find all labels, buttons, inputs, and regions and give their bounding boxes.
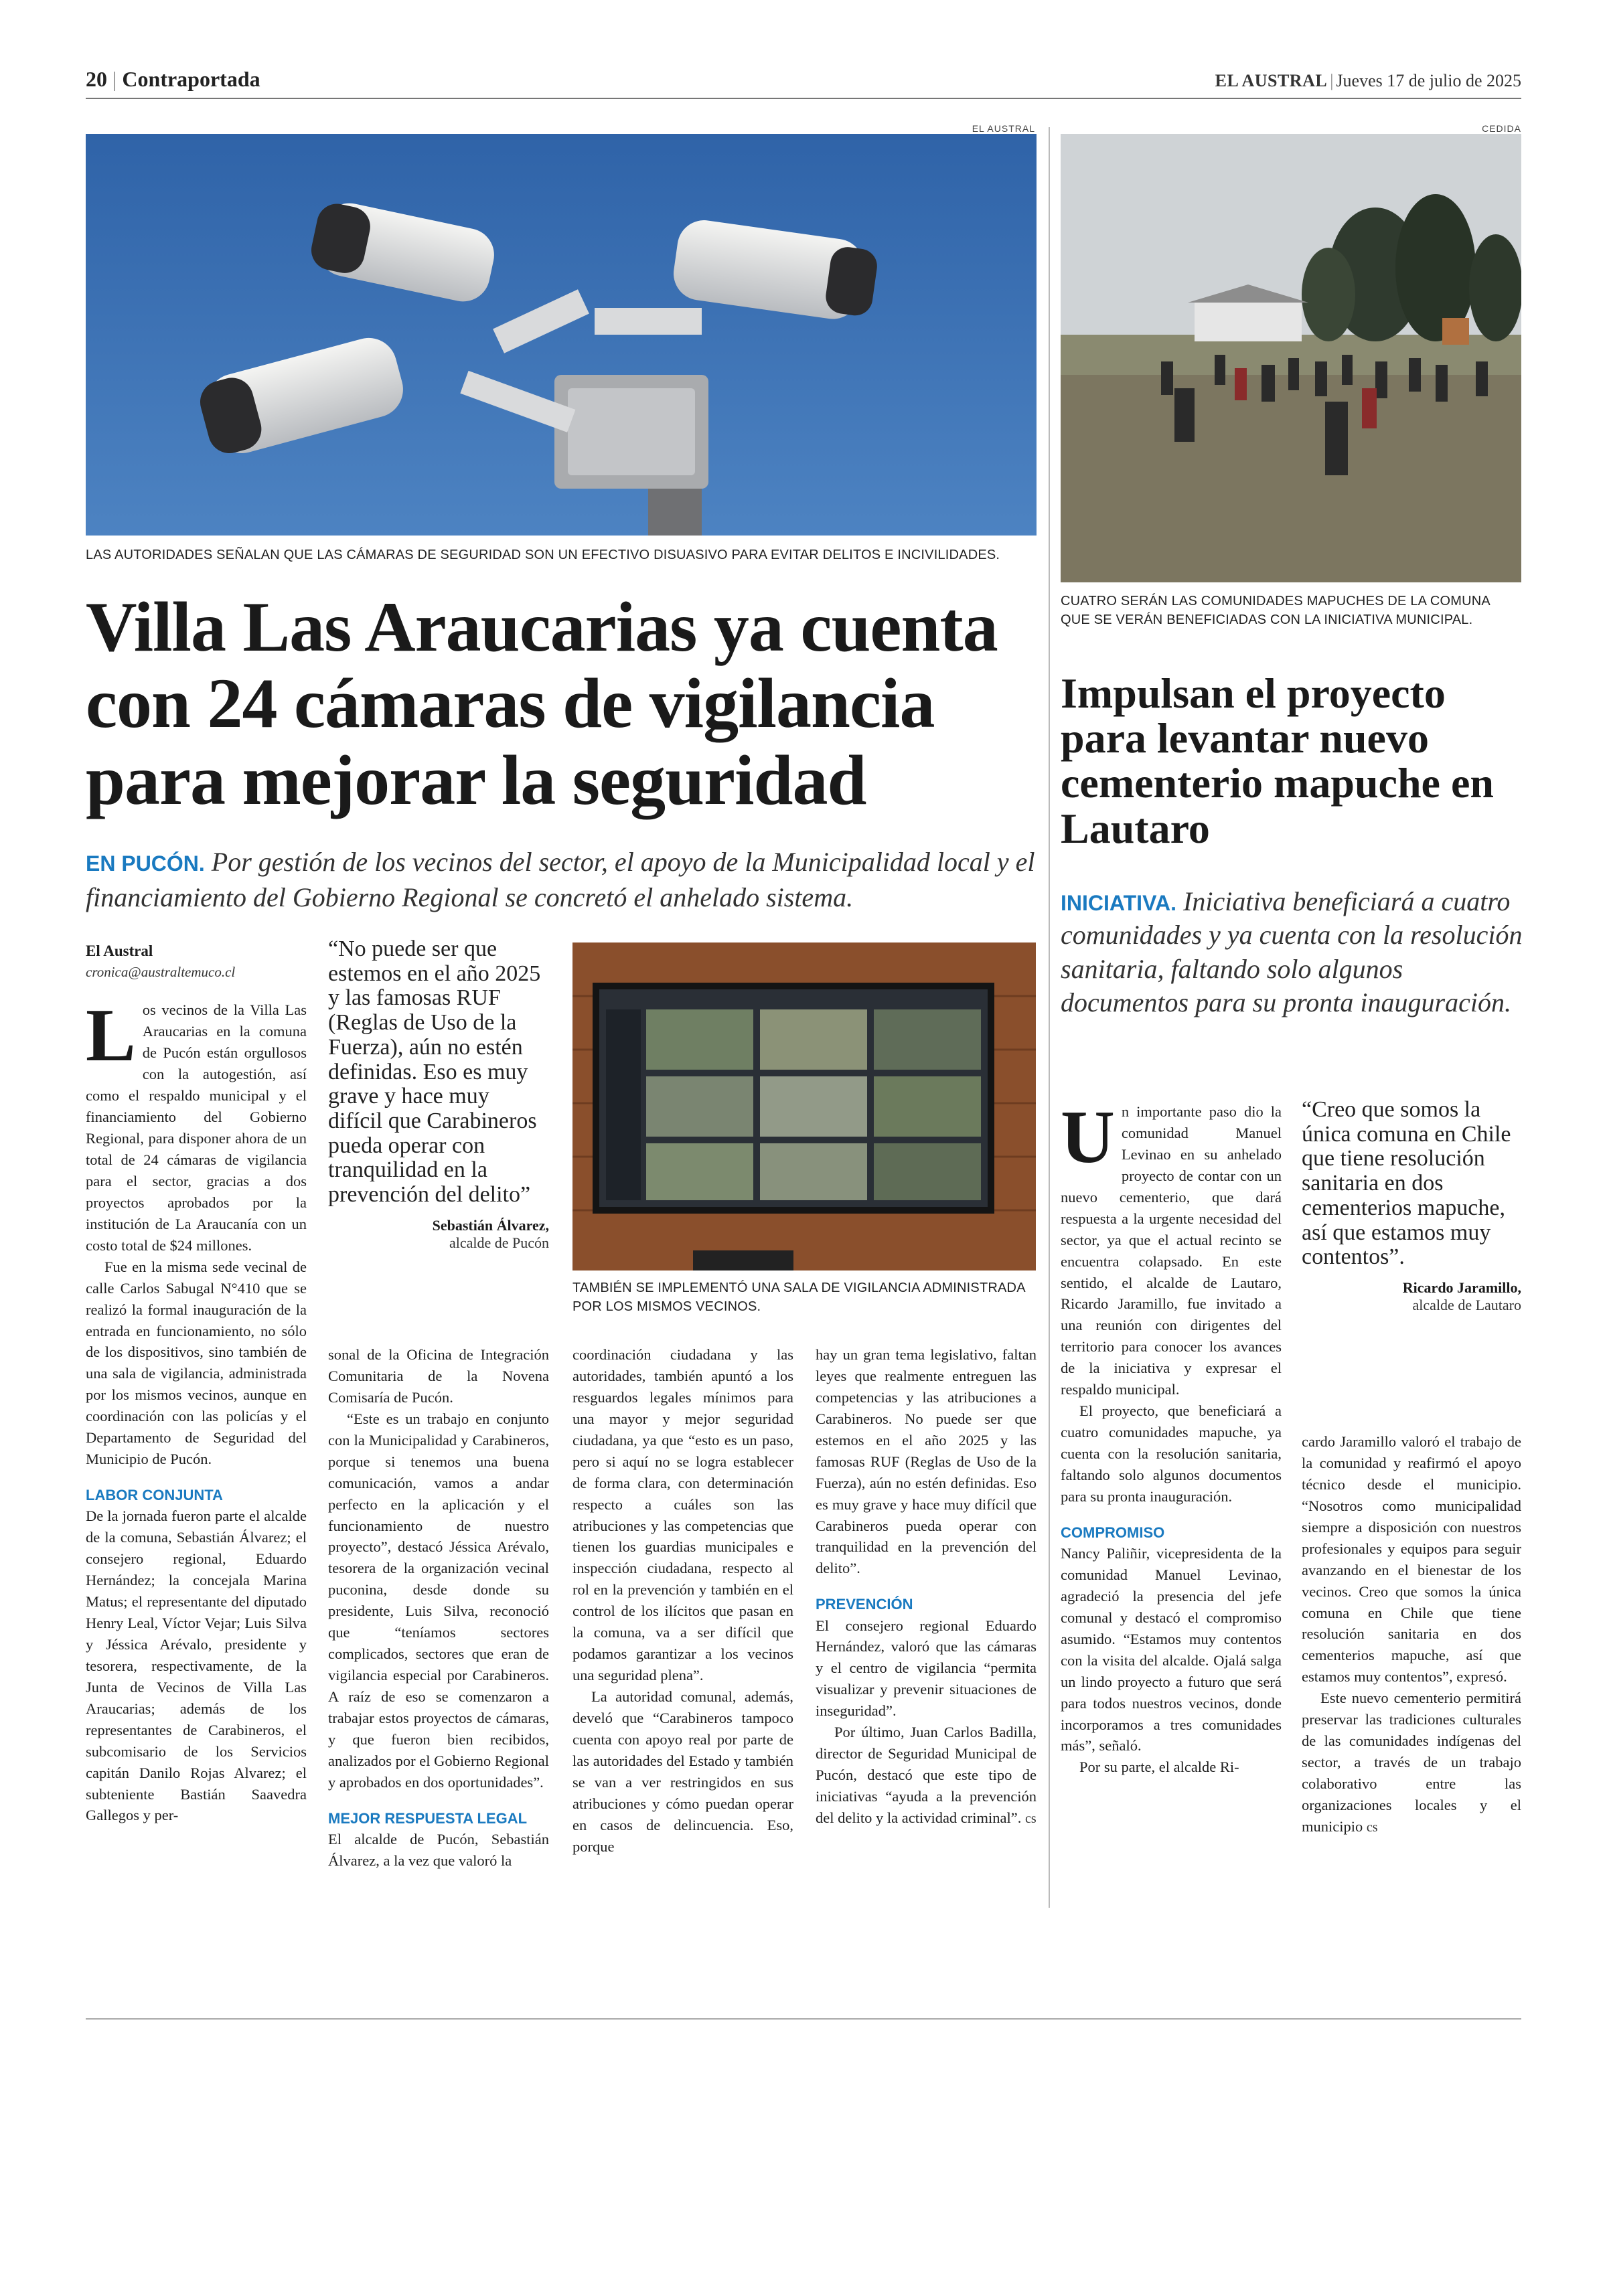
pullquote-text: “No puede ser que estemos en el año 2025 y las famosas RUF (Reglas de Uso de la Fuerza), aún no estén definidas. Eso es muy grave y hace muy difícil que Carabineros pueda operar con tranquilidad en la prevención del delito” bbox=[328, 936, 541, 1208]
page-folio: 20 | Contraportada bbox=[86, 67, 260, 91]
byline: El Austral bbox=[86, 942, 153, 959]
surveillance-photo-caption: TAMBIÉN SE IMPLEMENTÓ UNA SALA DE VIGILANCIA ADMINISTRADA POR LOS MISMOS VECINOS. bbox=[572, 1281, 1025, 1314]
main-photo-caption: LAS AUTORIDADES SEÑALAN QUE LAS CÁMARAS DE SEGURIDAD SON UN EFECTIVO DISUASIVO PARA EVITAR DELITOS E INCIVILIDADES. bbox=[86, 548, 1000, 562]
paragraph: cardo Jaramillo valoró el trabajo de la comunidad y reafirmó el apoyo técnico desde el municipio. “Nosotros como municipalidad siempre a disposición con nuestros profesionales y equipos para seguir avanzando en el bienestar de los vecinos. Creo que somos la única comuna en Chile que tiene resolución sanitaria en dos cementerios mapuche, así que estamos muy contentos”, expresó. bbox=[1302, 1433, 1521, 1686]
end-mark-icon: cs bbox=[1366, 1819, 1378, 1835]
pullquote-role: alcalde de Pucón bbox=[449, 1234, 549, 1251]
side-column-1 bbox=[1061, 1096, 1282, 1778]
main-pullquote bbox=[328, 937, 549, 1252]
paragraph: n importante paso dio la comunidad Manuel Levinao en su anhelado proyecto de contar con un nuevo cementerio, que dará respuesta a la urgente necesidad del sector, ya que el actual recinto se encuentra colapsado. En este sentido, el alcalde de Lautaro, Ricardo Jaramillo, fue invitado a una reunión con dirigentes del territorio para conocer los avances de la iniciativa y expresar el respaldo municipal. bbox=[1061, 1103, 1282, 1398]
paragraph: El proyecto, que beneficiará a cuatro comunidades mapuche, ya cuenta con la resolución sanitaria, faltando solo algunos documentos para su pronta inauguración. bbox=[1061, 1402, 1282, 1505]
pullquote-text: “Creo que somos la única comuna en Chile que tiene resolución sanitaria en dos cementerios mapuche, así que estamos muy contentos”. bbox=[1302, 1097, 1511, 1270]
subhead-labor-conjunta: LABOR CONJUNTA bbox=[86, 1487, 223, 1504]
side-deck-text: Iniciativa beneficiará a cuatro comunidades y ya cuenta con la resolución sanitaria, faltando solo algunos documentos para su pronta inauguración. bbox=[1061, 886, 1523, 1018]
community-field-photo bbox=[1061, 134, 1521, 582]
pullquote-role: alcalde de Lautaro bbox=[1412, 1297, 1521, 1314]
main-headline: Villa Las Araucarias ya cuenta con 24 cámaras de vigilancia para mejorar la seguridad bbox=[86, 588, 998, 819]
main-photo-credit: EL AUSTRAL bbox=[972, 123, 1035, 134]
paragraph: os vecinos de la Villa Las Araucarias en la comuna de Pucón están orgullosos con la autogestión, así como el respaldo municipal y el financiamiento del Gobierno Regional, para disponer ahora de un total de 24 cámaras de vigilancia para el sector, gracias a dos proyectos aprobados por la institución de La Araucanía con un costo total de $24 millones. bbox=[86, 1001, 307, 1254]
pullquote-name: Sebastián Álvarez, bbox=[432, 1216, 549, 1234]
masthead: EL AUSTRAL | Jueves 17 de julio de 2025 bbox=[1215, 71, 1521, 90]
dropcap: U bbox=[1061, 1096, 1115, 1179]
header-rule bbox=[86, 98, 1521, 99]
paragraph: El consejero regional Eduardo Hernández, valoró que las cámaras y el centro de vigilancia “permita visualizar y prevenir situaciones de inseguridad”. bbox=[816, 1617, 1037, 1720]
paragraph: coordinación ciudadana y las autoridades, también apuntó a los resguardos legales mínimos para una mayor y mejor seguridad ciudadana, ya que “esto es un paso, pero si aquí no se logra establecer de forma clara, con determinación respecto a cuáles son las atribuciones y las competencias que tienen los guardias municipales e inspección ciudadana, respecto al rol en la prevención y también en el control de los ilícitos que pasan en la comuna, va a ser difícil que podamos garantizar a los vecinos una seguridad plena”. bbox=[572, 1346, 793, 1684]
side-deck bbox=[1061, 885, 1523, 1020]
side-pullquote bbox=[1302, 1098, 1521, 1314]
side-photo-credit: CEDIDA bbox=[1482, 123, 1521, 134]
byline-email[interactable]: cronica@australtemuco.cl bbox=[86, 963, 236, 980]
main-deck-text: Por gestión de los vecinos del sector, el apoyo de la Municipalidad local y el financiamiento del Gobierno Regional se concretó el anhelado sistema. bbox=[86, 847, 1035, 912]
paragraph: Por su parte, el alcalde Ri- bbox=[1079, 1758, 1239, 1776]
main-kicker: EN PUCÓN. bbox=[86, 851, 205, 876]
camera-illustration bbox=[86, 134, 1037, 536]
security-cameras-photo bbox=[86, 134, 1037, 536]
page-number: 20 bbox=[86, 67, 107, 91]
footer-rule bbox=[86, 2018, 1521, 2020]
field-illustration bbox=[1061, 134, 1521, 582]
main-column-3 bbox=[572, 1344, 793, 1858]
pullquote-name: Ricardo Jaramillo, bbox=[1402, 1279, 1521, 1297]
paragraph: La autoridad comunal, además, develó que “Carabineros tampoco cuenta con apoyo real por parte de las autoridades del Estado y también se van a ver restringidos en sus atribuciones y cómo puedan operar en casos de delincuencia. Eso, porque bbox=[572, 1688, 793, 1855]
end-mark-icon: cs bbox=[1025, 1811, 1037, 1826]
paragraph: Este nuevo cementerio permitirá preservar las tradiciones culturales de las comunidades indígenas del sector, a través de un trabajo colaborativo entre las organizaciones locales y el municipio cs bbox=[1302, 1690, 1521, 1835]
main-column-1 bbox=[86, 940, 307, 1826]
paragraph: sonal de la Oficina de Integración Comunitaria de la Novena Comisaría de Pucón. bbox=[328, 1346, 549, 1406]
side-kicker: INICIATIVA. bbox=[1061, 891, 1177, 915]
paragraph: hay un gran tema legislativo, faltan leyes que realmente entreguen las competencias y las atribuciones a Carabineros. No puede ser que estemos en el año 2025 y las famosas RUF (Reglas de Uso de la Fuerza), aún no estén definidas. Eso es muy grave y hace muy difícil que Carabineros pueda operar con tranquilidad en la prevención del delito”. bbox=[816, 1346, 1037, 1577]
newspaper-brand: EL AUSTRAL bbox=[1215, 71, 1328, 90]
side-column-2 bbox=[1302, 1431, 1521, 1837]
monitor-illustration bbox=[572, 942, 1036, 1270]
subhead-prevencion: PREVENCIÓN bbox=[816, 1596, 913, 1613]
issue-date: Jueves 17 de julio de 2025 bbox=[1336, 71, 1521, 90]
paragraph: Fue en la misma sede vecinal de calle Carlos Sabugal N°410 que se realizó la formal inauguración de la entrada en funcionamiento, no sólo de los dispositivos, sino también de una sala de vigilancia, administrada por los mismos vecinos, aunque en coordinación con las policías y el Departamento de Seguridad del Municipio de Pucón. bbox=[86, 1258, 307, 1468]
column-divider bbox=[1049, 127, 1050, 1908]
main-column-4 bbox=[816, 1344, 1037, 1829]
surveillance-room-photo bbox=[572, 942, 1036, 1270]
subhead-compromiso: COMPROMISO bbox=[1061, 1524, 1165, 1541]
main-deck bbox=[86, 845, 1037, 916]
paragraph: Nancy Paliñir, vicepresidenta de la comunidad Manuel Levinao, agradeció la presencia del jefe comunal y destacó el compromiso asumido. “Estamos muy contentos con la visita del alcalde. Ojalá salga un lindo proyecto a futuro que será para todos nuestros vecinos, donde incorporamos a tres comunidades más”, señaló. bbox=[1061, 1545, 1282, 1754]
paragraph: “Este es un trabajo en conjunto con la Municipalidad y Carabineros, porque si tenemos una buena comunicación, vamos a andar perfecto en la aplicación y el funcionamiento de nuestro proyecto”, destacó Jéssica Arévalo, tesorera de la organización vecinal puconina, desde donde su presidente, Luis Silva, reconoció que “teníamos sectores complicados, sectores que eran de vigilancia especial por Carabineros. A raíz de eso se comenzaron a trabajar estos proyectos de cámaras, y que fueron bien recibidos, analizados por el Gobierno Regional y aprobados en dos oportunidades”. bbox=[328, 1410, 549, 1791]
side-photo-caption: CUATRO SERÁN LAS COMUNIDADES MAPUCHES DE LA COMUNA QUE SE VERÁN BENEFICIADAS CON LA INICIATIVA MUNICIPAL. bbox=[1061, 594, 1490, 627]
dropcap: L bbox=[86, 994, 136, 1078]
side-headline: Impulsan el proyecto para levantar nuevo cementerio mapuche en Lautaro bbox=[1061, 669, 1494, 852]
paragraph: El alcalde de Pucón, Sebastián Álvarez, a la vez que valoró la bbox=[328, 1830, 549, 1869]
main-column-2 bbox=[328, 1344, 549, 1872]
paragraph: Por último, Juan Carlos Badilla, director de Seguridad Municipal de Pucón, destacó que este tipo de iniciativas “ayuda a la prevención del delito y la actividad criminal”. cs bbox=[816, 1724, 1037, 1826]
section-name: Contraportada bbox=[122, 67, 260, 91]
subhead-mejor-respuesta-legal: MEJOR RESPUESTA LEGAL bbox=[328, 1809, 528, 1827]
paragraph: De la jornada fueron parte el alcalde de la comuna, Sebastián Álvarez; el consejero regional, Eduardo Hernández; la concejala Marina Matus; el representante del diputado Henry Leal, Víctor Vejar; Luis Silva y Jéssica Arévalo, presidente y tesorera, respectivamente, de la Junta de Vecinos de Villa Las Araucarias; además de los representantes de Carabineros, el subcomisario de los Servicios capitán Danilo Rojas Alvarez; el subteniente Bastián Saavedra Gallegos y per- bbox=[86, 1507, 307, 1824]
